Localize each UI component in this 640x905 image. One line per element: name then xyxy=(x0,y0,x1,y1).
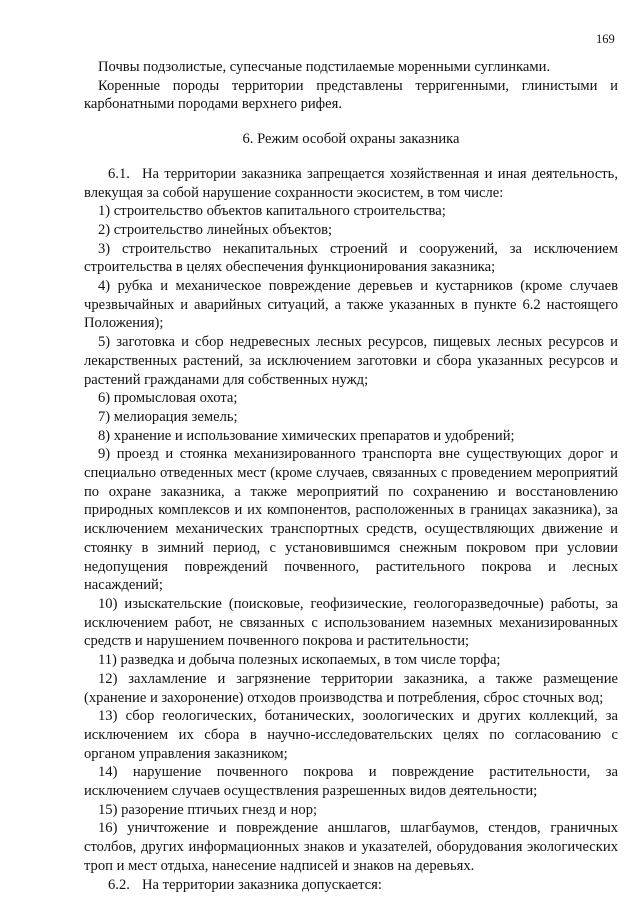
clause-number: 6.2. xyxy=(108,876,130,893)
list-item: 3) строительство некапитальных строений и сооружений, за исключением строительства в целях обеспечения функционирования заказника; xyxy=(84,240,618,276)
list-item: 9) проезд и стоянка механизированного транспорта вне существующих дорог и специально отведенных мест (кроме случаев, связанных с проведением мероприятий по охране заказника, а также мероприятий по сохранению и восстановлению природных комплексов и их компонентов, расположенных в границах заказника), за исключением механических транспортных средств, осуществляющих движение и стоянку в зимний период, с установившимся снежным покровом при условии недопущения повреждений почвенного, растительного покрова и лесных насаждений; xyxy=(84,446,618,594)
list-item: 10) изыскательские (поисковые, геофизические, геологоразведочные) работы, за исключением работ, не связанных с использованием наземных механизированных средств и нарушением почвенного покрова и растительности; xyxy=(84,595,618,650)
list-item: 13) сбор геологических, ботанических, зоологических и других коллекций, за исключением их сбора в научно-исследовательских целях по согласованию с органом управления заказником; xyxy=(84,708,618,762)
page-number: 169 xyxy=(596,32,615,46)
clause-text: На территории заказника запрещается хозяйственная и иная деятельность, влекущая за собой нарушение сохранности экосистем, в том числе: xyxy=(84,165,618,201)
list-item: 5) заготовка и сбор недревесных лесных ресурсов, пищевых лесных ресурсов и лекарственных растений, за исключением заготовки и сбора указанных ресурсов и растений гражданами для собственных нужд; xyxy=(84,334,618,388)
list-item: 14) нарушение почвенного покрова и повреждение растительности, за исключением случаев осуществления разрешенных видов деятельности; xyxy=(84,764,618,800)
section-heading: 6. Режим особой охраны заказника xyxy=(242,131,460,148)
clause-6-1 xyxy=(84,165,618,202)
list-item: 16) уничтожение и повреждение аншлагов, шлагбаумов, стендов, граничных столбов, других информационных знаков и указателей, оборудования экологических троп и мест отдыха, нанесение надписей и знаков на деревьях. xyxy=(84,820,618,874)
list-item: 7) мелиорация земель; xyxy=(98,408,238,425)
list-item: 11) разведка и добыча полезных ископаемых, в том числе торфа; xyxy=(98,652,501,669)
list-item: 8) хранение и использование химических препаратов и удобрений; xyxy=(98,427,515,444)
clause-number: 6.1. xyxy=(108,165,130,182)
intro-paragraph-bedrock: Коренные породы территории представлены терригенными, глинистыми и карбонатными породами верхнего рифея. xyxy=(84,77,618,113)
intro-paragraph-soils: Почвы подзолистые, супесчаные подстилаемые моренными суглинками. xyxy=(98,59,551,75)
list-item: 12) захламление и загрязнение территории заказника, а также размещение (хранение и захоронение) отходов производства и потребления, сброс сточных вод; xyxy=(84,670,618,706)
clause-6-2 xyxy=(84,876,618,895)
list-item: 1) строительство объектов капитального строительства; xyxy=(98,203,446,220)
document-body xyxy=(84,58,618,894)
list-item: 2) строительство линейных объектов; xyxy=(98,221,333,238)
list-item: 15) разорение птичьих гнезд и нор; xyxy=(98,801,318,818)
clause-text: На территории заказника допускается: xyxy=(142,876,382,893)
list-item: 4) рубка и механическое повреждение деревьев и кустарников (кроме случаев чрезвычайных и аварийных ситуаций, а также указанных в пункте 6.2 настоящего Положения); xyxy=(84,278,618,332)
list-item: 6) промысловая охота; xyxy=(98,390,238,407)
